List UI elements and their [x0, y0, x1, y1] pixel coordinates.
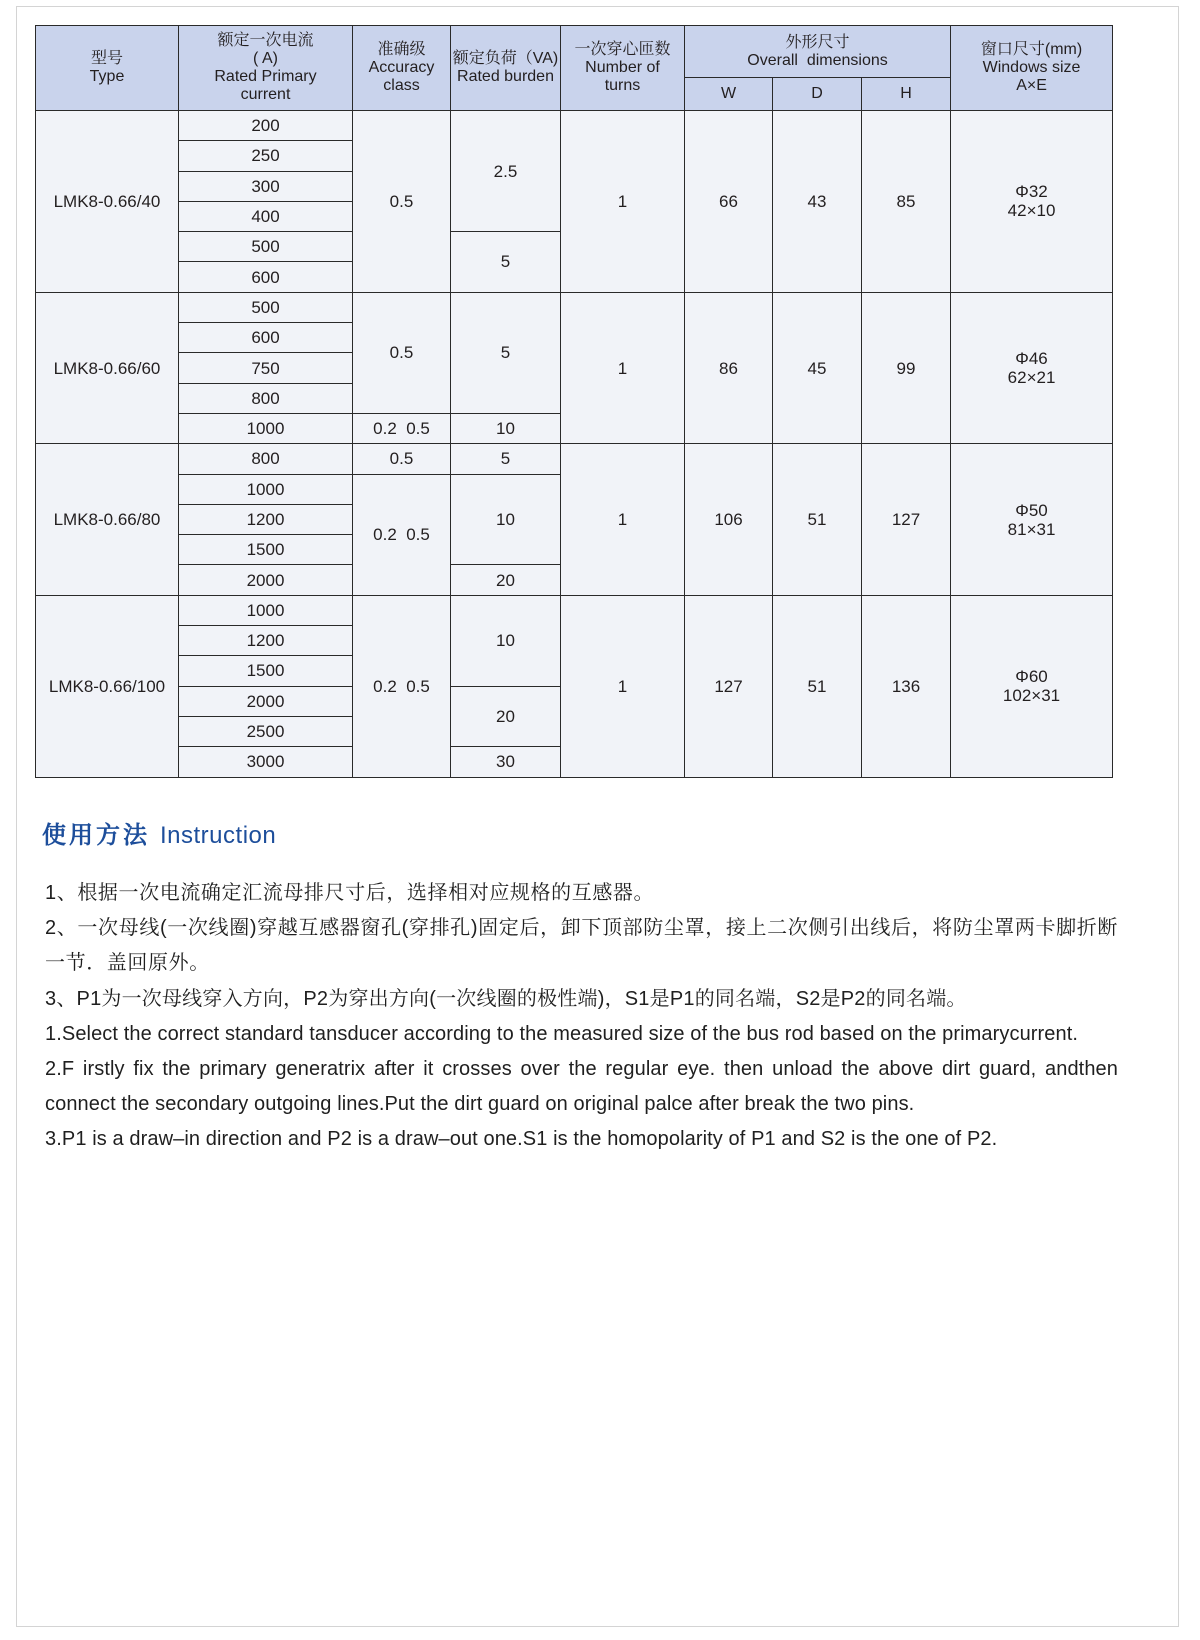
table-row [36, 444, 1113, 474]
window-phi: Φ46 [1015, 349, 1048, 369]
accuracy-cell: 0.5 [353, 444, 451, 474]
instruction-cn-2: 2、一次母线(一次线圈)穿越互感器窗孔(穿排孔)固定后，卸下顶部防尘罩，接上二次侧引出线后，将防尘罩两卡脚折断一节．盖回原外。 [45, 917, 1118, 975]
header-turns-en1: Number of [585, 59, 660, 76]
accuracy-cell: 0.2 0.5 [353, 474, 451, 595]
dim-h-cell: 85 [862, 111, 951, 293]
dim-h-cell: 127 [862, 444, 951, 595]
type-cell: LMK8-0.66/40 [36, 111, 179, 293]
instruction-cn-1: 1、根据一次电流确定汇流母排尺寸后，选择相对应规格的互感器。 [45, 882, 655, 904]
header-window-en: Windows size [982, 59, 1081, 76]
window-phi: Φ32 [1015, 182, 1048, 202]
current-cell: 1200 [179, 626, 353, 656]
current-cell: 3000 [179, 747, 353, 777]
accuracy-cell: 0.5 [353, 111, 451, 293]
current-cell: 200 [179, 111, 353, 141]
table-row [36, 111, 1113, 141]
burden-cell: 20 [451, 565, 561, 595]
window-phi: Φ50 [1015, 500, 1048, 520]
window-axe: 62×21 [1007, 368, 1056, 388]
window-cell [951, 111, 1113, 293]
header-turns-en2: turns [604, 77, 641, 94]
burden-cell: 30 [451, 747, 561, 777]
header-accuracy-cn: 准确级 [377, 41, 426, 58]
header-window-cn: 窗口尺寸(mm) [980, 41, 1083, 58]
current-cell: 500 [179, 232, 353, 262]
current-cell: 500 [179, 292, 353, 322]
turns-cell: 1 [561, 111, 685, 293]
window-phi: Φ60 [1015, 667, 1048, 687]
current-cell: 1500 [179, 535, 353, 565]
instruction-en-3: 3.P1 is a draw–in direction and P2 is a draw–out one.S1 is the homopolarity of P1 and S2 is the one of P2. [45, 1128, 998, 1151]
current-cell: 1000 [179, 474, 353, 504]
current-cell: 400 [179, 201, 353, 231]
dim-d-cell: 51 [773, 444, 862, 595]
dim-d-cell: 43 [773, 111, 862, 293]
header-rated-current-en1: Rated Primary [214, 68, 317, 85]
dim-d-cell: 45 [773, 292, 862, 443]
instruction-title [42, 815, 276, 850]
burden-cell: 2.5 [451, 111, 561, 232]
header-burden-cn: 额定负荷（VA) [452, 50, 559, 67]
current-cell: 600 [179, 323, 353, 353]
current-cell: 1000 [179, 413, 353, 443]
burden-cell: 5 [451, 232, 561, 293]
type-cell: LMK8-0.66/100 [36, 595, 179, 777]
current-cell: 1000 [179, 595, 353, 625]
instruction-en-2: 2.F irstly fix the primary generatrix after it crosses over the regular eye. then unload the above dirt guard, andthen connect the secondary outgoing lines.Put the dirt guard on original palce after break the two pins. [45, 1058, 1118, 1116]
header-window-axe: A×E [1016, 77, 1047, 94]
burden-cell: 5 [451, 292, 561, 413]
header-turns-cn: 一次穿心匝数 [574, 41, 671, 58]
header-dimensions-en: Overall dimensions [747, 51, 888, 69]
table-row [36, 595, 1113, 625]
dim-w-cell: 86 [685, 292, 773, 443]
current-cell: 800 [179, 383, 353, 413]
dim-w-cell: 106 [685, 444, 773, 595]
turns-cell: 1 [561, 595, 685, 777]
turns-cell: 1 [561, 444, 685, 595]
burden-cell: 10 [451, 474, 561, 565]
header-dimensions-cn: 外形尺寸 [785, 33, 850, 51]
header-accuracy-en1: Accuracy [368, 59, 435, 76]
turns-cell: 1 [561, 292, 685, 443]
header-accuracy-en2: class [383, 77, 420, 94]
instruction-en-1: 1.Select the correct standard tansducer according to the measured size of the bus rod based on the primarycurrent. [45, 1022, 1079, 1045]
spec-table [35, 25, 1113, 778]
header-burden-en: Rated burden [457, 68, 554, 85]
accuracy-cell: 0.5 [353, 292, 451, 413]
window-cell [951, 595, 1113, 777]
header-type-en: Type [89, 68, 125, 85]
current-cell: 2000 [179, 565, 353, 595]
header-type [36, 26, 179, 111]
burden-cell: 5 [451, 444, 561, 474]
accuracy-cell: 0.2 0.5 [353, 595, 451, 777]
burden-cell: 10 [451, 413, 561, 443]
dim-h-cell: 136 [862, 595, 951, 777]
header-accuracy [353, 26, 451, 111]
current-cell: 800 [179, 444, 353, 474]
instruction-list [45, 876, 1118, 1158]
type-cell: LMK8-0.66/80 [36, 444, 179, 595]
table-row [36, 292, 1113, 322]
accuracy-cell: 0.2 0.5 [353, 413, 451, 443]
current-cell: 2500 [179, 716, 353, 746]
dim-d-cell: 51 [773, 595, 862, 777]
dim-w-cell: 127 [685, 595, 773, 777]
current-cell: 2000 [179, 686, 353, 716]
window-axe: 102×31 [1002, 686, 1061, 706]
header-dim-w: W [685, 78, 773, 111]
header-dimensions [685, 26, 951, 78]
current-cell: 1200 [179, 504, 353, 534]
current-cell: 250 [179, 141, 353, 171]
dim-w-cell: 66 [685, 111, 773, 293]
window-cell [951, 444, 1113, 595]
burden-cell: 10 [451, 595, 561, 686]
current-cell: 750 [179, 353, 353, 383]
window-axe: 42×10 [1007, 201, 1056, 221]
header-type-cn: 型号 [90, 50, 123, 67]
current-cell: 600 [179, 262, 353, 292]
current-cell: 1500 [179, 656, 353, 686]
header-rated-current-en2: current [240, 86, 291, 103]
window-cell [951, 292, 1113, 443]
instruction-cn-3: 3、P1为一次母线穿入方向，P2为穿出方向(一次线圈的极性端)，S1是P1的同名端，S2是P2的同名端。 [45, 987, 967, 1010]
spec-table-body [36, 111, 1113, 778]
header-turns [561, 26, 685, 111]
current-cell: 300 [179, 171, 353, 201]
header-window [951, 26, 1113, 111]
instruction-title-en: Instruction [160, 822, 277, 849]
instruction-title-cn: 使用方法 [42, 822, 150, 849]
header-rated-current-cn: 额定一次电流 [217, 32, 314, 49]
header-rated-current-unit: ( A) [253, 50, 278, 67]
header-rated-current [179, 26, 353, 111]
burden-cell: 20 [451, 686, 561, 747]
dim-h-cell: 99 [862, 292, 951, 443]
type-cell: LMK8-0.66/60 [36, 292, 179, 443]
header-burden [451, 26, 561, 111]
header-dim-h: H [862, 78, 951, 111]
header-dim-d: D [773, 78, 862, 111]
window-axe: 81×31 [1007, 519, 1056, 539]
